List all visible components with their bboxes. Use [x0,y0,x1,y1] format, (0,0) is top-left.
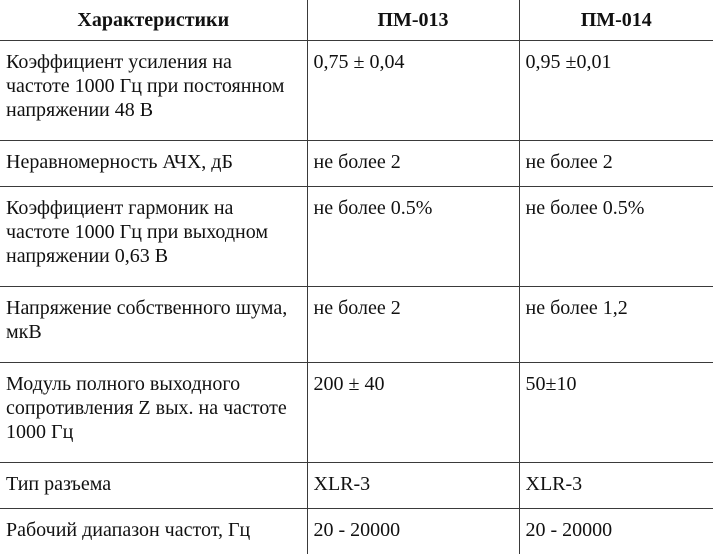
table-row [0,287,713,363]
pm-013-value: 200 ± 40 [307,363,519,463]
table-row [0,363,713,463]
pm-013-value: не более 2 [307,141,519,187]
pm-014-value: XLR-3 [519,463,713,509]
header-pm-013: ПМ-013 [307,0,519,41]
pm-014-value: не более 0.5% [519,187,713,287]
header-characteristics: Характеристики [0,0,307,41]
row-label: Коэффициент гармоник на частоте 1000 Гц при выходном напряжении 0,63 В [0,187,307,287]
pm-013-value: не более 0.5% [307,187,519,287]
row-label: Рабочий диапазон частот, Гц [0,509,307,554]
pm-014-value: 20 - 20000 [519,509,713,554]
pm-014-value: 50±10 [519,363,713,463]
table-row [0,141,713,187]
table-header-row [0,0,713,41]
row-label: Тип разъема [0,463,307,509]
table-row [0,41,713,141]
pm-013-value: не более 2 [307,287,519,363]
pm-014-value: не более 1,2 [519,287,713,363]
pm-014-value: 0,95 ±0,01 [519,41,713,141]
row-label: Неравномерность АЧХ, дБ [0,141,307,187]
row-label: Коэффициент усиления на частоте 1000 Гц при постоянном напряжении 48 В [0,41,307,141]
header-pm-014: ПМ-014 [519,0,713,41]
pm-014-value: не более 2 [519,141,713,187]
pm-013-value: 0,75 ± 0,04 [307,41,519,141]
table-row [0,509,713,554]
pm-013-value: 20 - 20000 [307,509,519,554]
row-label: Модуль полного выходного сопротивления Z вых. на частоте 1000 Гц [0,363,307,463]
pm-013-value: XLR-3 [307,463,519,509]
row-label: Напряжение собственного шума, мкВ [0,287,307,363]
table-row [0,187,713,287]
table-row [0,463,713,509]
